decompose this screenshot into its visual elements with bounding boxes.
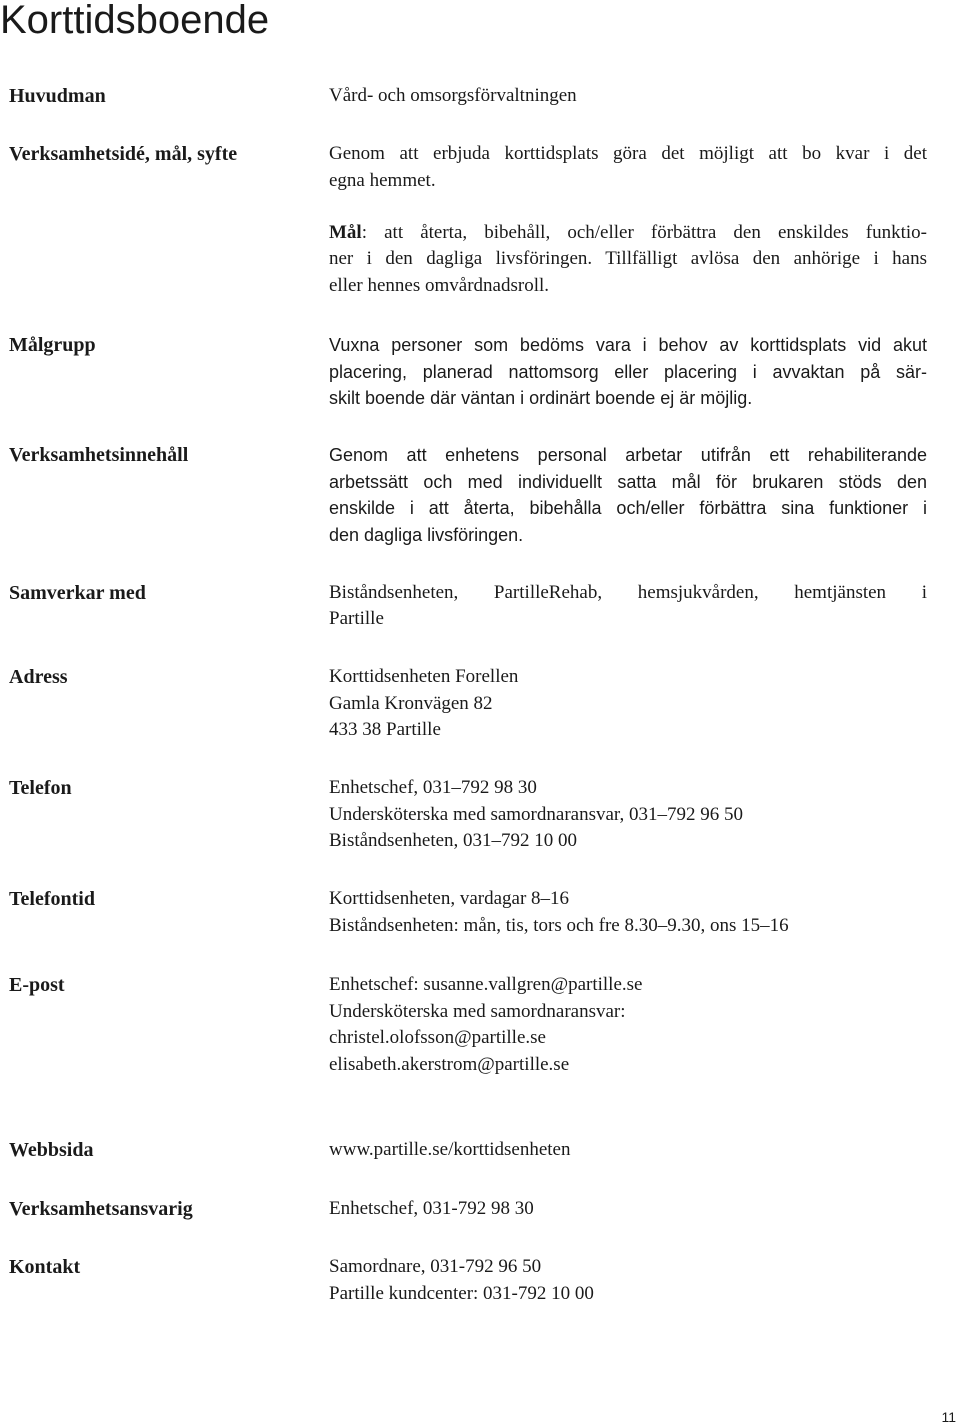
malgrupp-line: Vuxna personer som bedöms vara i behov av korttidsplats vid akut bbox=[329, 335, 927, 355]
page-number: 11 bbox=[941, 1409, 956, 1425]
adress-line: 433 38 Partille bbox=[329, 719, 441, 740]
goal-text: : att återta, bibehåll, och/eller förbättra den enskildes funktio- bbox=[361, 222, 927, 243]
goal-line: ner i den dagliga livsföringen. Tillfälligt avlösa den anhörige i hans bbox=[329, 248, 927, 269]
value-samverkar-end bbox=[329, 606, 927, 633]
verksamhetside-line: Genom att erbjuda korttidsplats göra det möjligt att bo kvar i det bbox=[329, 143, 927, 164]
value-kontakt bbox=[329, 1254, 927, 1307]
value-verksamhetside-cont bbox=[329, 168, 927, 195]
value-webbsida bbox=[329, 1137, 927, 1164]
innehall-line: Genom att enhetens personal arbetar utifrån ett rehabiliterande bbox=[329, 445, 927, 465]
label-telefon: Telefon bbox=[9, 777, 72, 799]
value-telefontid bbox=[329, 886, 927, 939]
webbsida-text: www.partille.se/korttidsenheten bbox=[329, 1139, 571, 1160]
epost-line: Undersköterska med samordnaransvar: bbox=[329, 1000, 626, 1022]
epost-line: Enhetschef: susanne.vallgren@partille.se bbox=[329, 974, 643, 995]
adress-line: Gamla Kronvägen 82 bbox=[329, 692, 493, 714]
label-telefontid: Telefontid bbox=[9, 888, 95, 910]
label-huvudman: Huvudman bbox=[9, 85, 106, 107]
label-epost: E-post bbox=[9, 974, 65, 996]
telefon-line: Undersköterska med samordnaransvar, 031–792 96 50 bbox=[329, 803, 743, 825]
value-verksamhetsinnehall bbox=[329, 442, 927, 522]
kontakt-line: Partille kundcenter: 031-792 10 00 bbox=[329, 1282, 594, 1304]
value-huvudman bbox=[329, 83, 927, 110]
samverkar-line: Biståndsenheten, PartilleRehab, hemsjukvården, hemtjänsten i bbox=[329, 582, 927, 603]
value-verksamhetside-goal bbox=[329, 220, 927, 247]
adress-line: Korttidsenheten Forellen bbox=[329, 666, 519, 687]
goal-label: Mål bbox=[329, 222, 362, 243]
malgrupp-line: skilt boende där väntan i ordinärt boende ej är möjlig. bbox=[329, 388, 753, 408]
kontakt-line: Samordnare, 031-792 96 50 bbox=[329, 1256, 542, 1277]
value-verksamhetside-goal-end bbox=[329, 273, 927, 300]
label-samverkar: Samverkar med bbox=[9, 582, 146, 604]
label-adress: Adress bbox=[9, 666, 68, 688]
telefon-line: Biståndsenheten, 031–792 10 00 bbox=[329, 830, 578, 851]
epost-line: christel.olofsson@partille.se bbox=[329, 1027, 546, 1048]
goal-line bbox=[329, 220, 927, 247]
value-epost bbox=[329, 972, 927, 1078]
value-verksamhetside-goal-cont bbox=[329, 246, 927, 273]
label-verksamhetside: Verksamhetsidé, mål, syfte bbox=[9, 143, 238, 165]
telefontid-line: Korttidsenheten, vardagar 8–16 bbox=[329, 888, 570, 909]
goal-line: eller hennes omvårdnadsroll. bbox=[329, 275, 550, 296]
telefontid-line: Biståndsenheten: mån, tis, tors och fre 8.30–9.30, ons 15–16 bbox=[329, 914, 789, 936]
page-title: Korttidsboende bbox=[0, 0, 270, 42]
value-malgrupp bbox=[329, 332, 927, 385]
value-telefon bbox=[329, 775, 927, 855]
label-malgrupp: Målgrupp bbox=[9, 334, 96, 356]
label-webbsida: Webbsida bbox=[9, 1139, 94, 1161]
label-verksamhetsansvarig: Verksamhetsansvarig bbox=[9, 1198, 193, 1220]
telefon-line: Enhetschef, 031–792 98 30 bbox=[329, 777, 537, 798]
innehall-line: arbetssätt och med individuellt satta mål för brukaren stöds den bbox=[329, 471, 927, 492]
value-adress bbox=[329, 664, 927, 744]
value-malgrupp-end bbox=[329, 385, 927, 412]
value-verksamhetsansvarig bbox=[329, 1196, 927, 1223]
value-verksamhetsinnehall-end bbox=[329, 522, 927, 549]
innehall-line: den dagliga livsföringen. bbox=[329, 525, 524, 545]
label-kontakt: Kontakt bbox=[9, 1256, 81, 1278]
epost-line: elisabeth.akerstrom@partille.se bbox=[329, 1053, 570, 1075]
label-verksamhetsinnehall: Verksamhetsinnehåll bbox=[9, 444, 189, 466]
malgrupp-line: placering, planerad nattomsorg eller placering i avvaktan på sär- bbox=[329, 361, 927, 382]
value-samverkar bbox=[329, 580, 927, 607]
samverkar-line: Partille bbox=[329, 608, 384, 629]
verksamhetside-line: egna hemmet. bbox=[329, 170, 436, 191]
verksamhetsansvarig-text: Enhetschef, 031-792 98 30 bbox=[329, 1198, 534, 1219]
innehall-line: enskilde i att återta, bibehålla och/eller förbättra sina funktioner i bbox=[329, 498, 927, 518]
value-verksamhetside bbox=[329, 141, 927, 168]
huvudman-text: Vård- och omsorgsförvaltningen bbox=[329, 85, 577, 106]
